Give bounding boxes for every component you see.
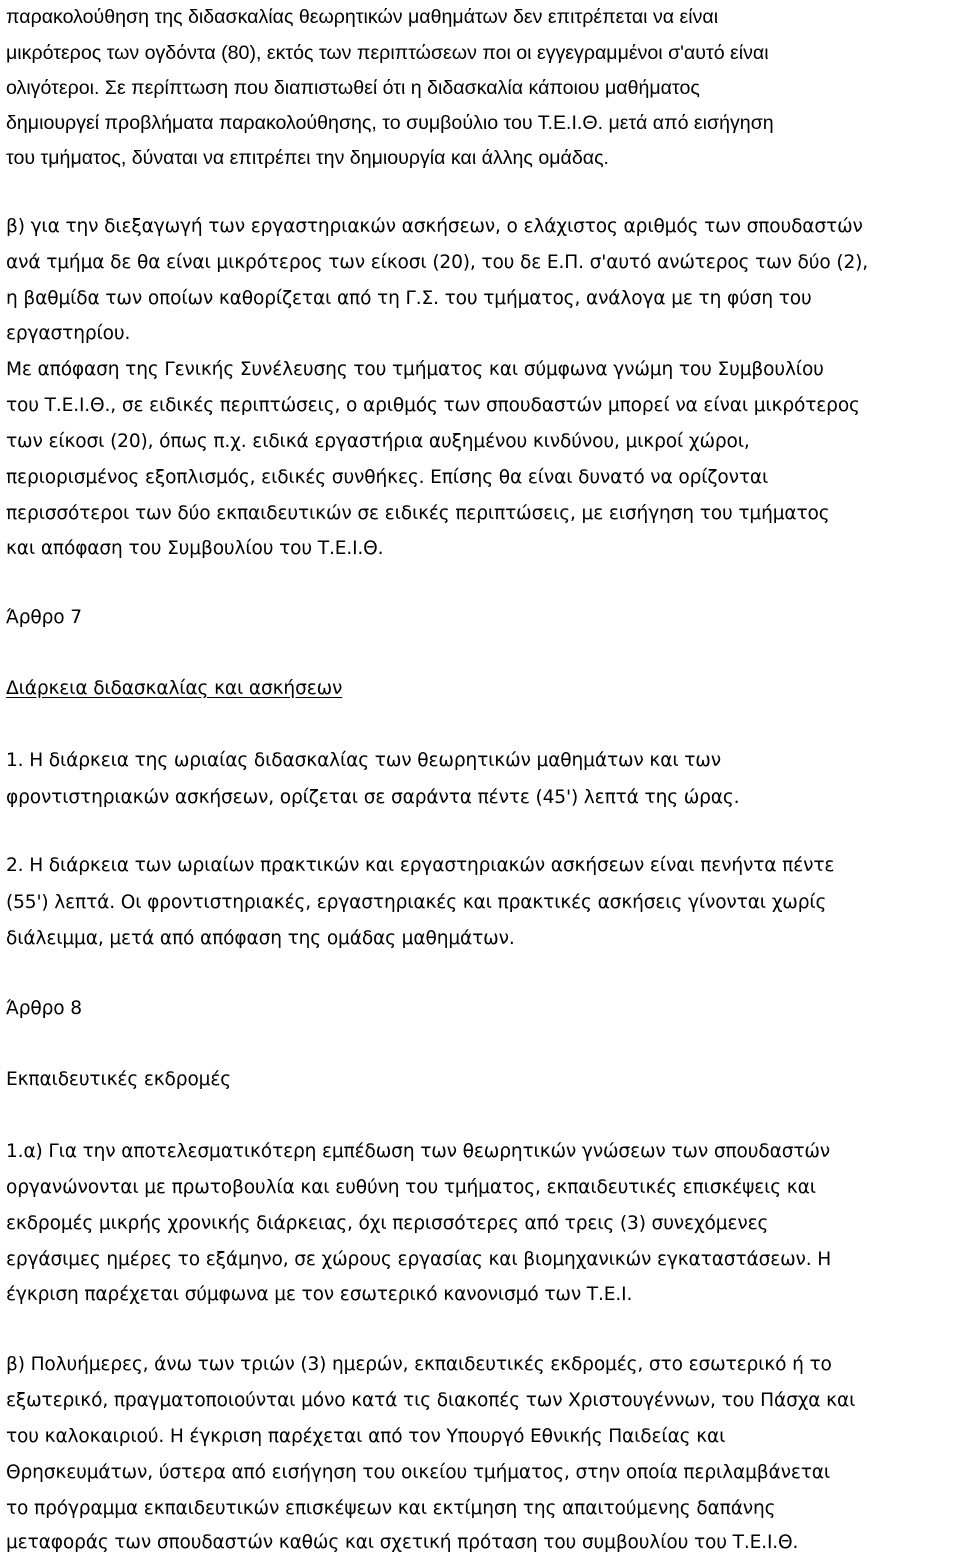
- text-line: περιορισμένος εξοπλισμός, ειδικές συνθήκες. Επίσης θα είναι δυνατό να ορίζονται: [6, 467, 769, 488]
- text-line: Θρησκευμάτων, ύστερα από εισήγηση του οικείου τμήματος, στην οποία περιλαμβάνεται: [6, 1462, 831, 1483]
- text-line: ανά τμήμα δε θα είναι μικρότερος των είκοσι (20), του δε Ε.Π. σ'αυτό ανώτερος των δύο (2),: [6, 252, 869, 273]
- text-line: ολιγότεροι. Σε περίπτωση που διαπιστωθεί ότι η διδασκαλία κάποιου μαθήματος: [6, 77, 700, 99]
- text-line: διάλειμμα, μετά από απόφαση της ομάδας μαθημάτων.: [6, 928, 515, 949]
- text-line: β) Πολυήμερες, άνω των τριών (3) ημερών, εκπαιδευτικές εκδρομές, στο εσωτερικό ή το: [6, 1354, 832, 1375]
- text-line: οργανώνονται με πρωτοβουλία και ευθύνη του τμήματος, εκπαιδευτικές επισκέψεις και: [6, 1177, 816, 1198]
- article-subheading: Διάρκεια διδασκαλίας και ασκήσεων: [6, 678, 343, 699]
- text-line: η βαθμίδα των οποίων καθορίζεται από τη Γ.Σ. του τμήματος, ανάλογα με τη φύση του: [6, 288, 812, 309]
- text-line: β) για την διεξαγωγή των εργαστηριακών ασκήσεων, ο ελάχιστος αριθμός των σπουδαστών: [6, 216, 863, 237]
- text-line: περισσότεροι των δύο εκπαιδευτικών σε ειδικές περιπτώσεις, με εισήγηση του τμήματος: [6, 503, 830, 524]
- text-line: μικρότερος των ογδόντα (80), εκτός των περιπτώσεων ποι οι εγγεγραμμένοι σ'αυτό είναι: [6, 42, 769, 64]
- text-line: μεταφοράς των σπουδαστών καθώς και σχετική πρόταση του συμβουλίου του Τ.Ε.Ι.Θ.: [6, 1532, 799, 1553]
- text-line: εργάσιμες ημέρες το εξάμηνο, σε χώρους εργασίας και βιομηχανικών εγκαταστάσεων. Η: [6, 1249, 832, 1270]
- text-line: 1. Η διάρκεια της ωριαίας διδασκαλίας των θεωρητικών μαθημάτων και των: [6, 750, 721, 771]
- text-line: παρακολούθηση της διδασκαλίας θεωρητικών μαθημάτων δεν επιτρέπεται να είναι: [6, 6, 719, 28]
- text-line: δημιουργεί προβλήματα παρακολούθησης, το συμβούλιο του Τ.Ε.Ι.Θ. μετά από εισήγηση: [6, 112, 774, 134]
- text-line: Με απόφαση της Γενικής Συνέλευσης του τμήματος και σύμφωνα γνώμη του Συμβουλίου: [6, 359, 824, 380]
- text-line: του καλοκαιριού. Η έγκριση παρέχεται από τον Υπουργό Εθνικής Παιδείας και: [6, 1426, 726, 1447]
- text-line: φροντιστηριακών ασκήσεων, ορίζεται σε σαράντα πέντε (45') λεπτά της ώρας.: [6, 787, 740, 808]
- text-line: (55') λεπτά. Οι φροντιστηριακές, εργαστηριακές και πρακτικές ασκήσεις γίνονται χωρίς: [6, 892, 827, 913]
- article-heading: Άρθρο 7: [6, 607, 82, 628]
- text-line: του Τ.Ε.Ι.Θ., σε ειδικές περιπτώσεις, ο αριθμός των σπουδαστών μπορεί να είναι μικρότερος: [6, 395, 860, 416]
- text-line: εξωτερικό, πραγματοποιούνται μόνο κατά τις διακοπές των Χριστουγέννων, του Πάσχα και: [6, 1390, 856, 1411]
- text-line: των είκοσι (20), όπως π.χ. ειδικά εργαστήρια αυξημένου κινδύνου, μικροί χώροι,: [6, 431, 750, 452]
- text-line: και απόφαση του Συμβουλίου του Τ.Ε.Ι.Θ.: [6, 538, 384, 559]
- article-heading: Άρθρο 8: [6, 998, 82, 1019]
- article-subheading: Εκπαιδευτικές εκδρομές: [6, 1069, 232, 1090]
- text-line: το πρόγραμμα εκπαιδευτικών επισκέψεων και εκτίμηση της απαιτούμενης δαπάνης: [6, 1498, 776, 1519]
- text-line: έγκριση παρέχεται σύμφωνα με τον εσωτερικό κανονισμό των Τ.Ε.Ι.: [6, 1284, 633, 1305]
- text-line: 2. Η διάρκεια των ωριαίων πρακτικών και εργαστηριακών ασκήσεων είναι πενήντα πέντε: [6, 855, 835, 876]
- text-line: 1.α) Για την αποτελεσματικότερη εμπέδωση των θεωρητικών γνώσεων των σπουδαστών: [6, 1141, 831, 1162]
- text-line: του τμήματος, δύναται να επιτρέπει την δημιουργία και άλλης ομάδας.: [6, 147, 609, 169]
- text-line: εργαστηρίου.: [6, 323, 131, 344]
- text-line: εκδρομές μικρής χρονικής διάρκειας, όχι περισσότερες από τρεις (3) συνεχόμενες: [6, 1213, 769, 1234]
